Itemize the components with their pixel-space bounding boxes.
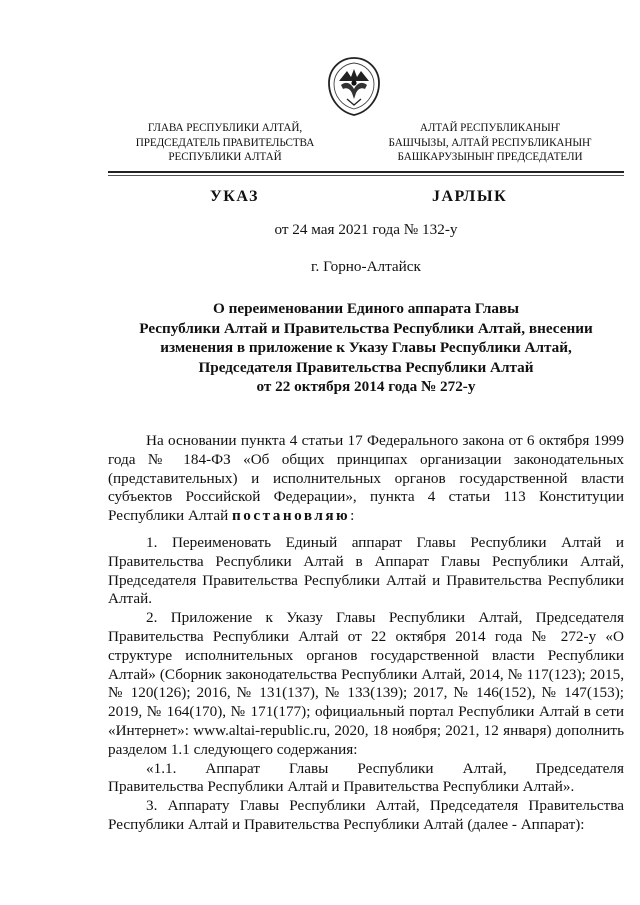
preamble-block <box>108 432 624 526</box>
item-2-quote-line-1: «1.1. Аппарат Главы Республики Алтай, Председателя <box>146 759 624 777</box>
header-right-alt <box>355 121 625 165</box>
header-divider-thin <box>108 175 624 176</box>
item-3-line-1: 3. Аппарату Главы Республики Алтай, Председателя Правительства <box>146 797 624 815</box>
subject-line: от 22 октября 2014 года № 272-у <box>256 378 476 396</box>
doc-type-ru: УКАЗ <box>210 188 259 205</box>
item-1: 1. Переименовать Единый аппарат Главы Республики Алтай и Правительства Республики Алтай в Аппарат Главы Республики Алтай, Председателя Правительства Республики Алтай и Правительства Республики Алтай. <box>108 534 624 608</box>
header-left-ru <box>110 121 340 165</box>
subject-line: Председателя Правительства Республики Алтай <box>198 358 534 376</box>
coat-of-arms-emblem <box>325 55 383 117</box>
preamble-text: На основании пункта 4 статьи 17 Федерального закона от 6 октября 1999 года № 184-ФЗ «Об общих принципах организации законодательных (представительных) и исполнительных органов государственной власти субъектов Российской Федерации», пункта 4 статьи 113 Конституции Республики Алтай <box>108 432 624 525</box>
subject-line: Республики Алтай и Правительства Республики Алтай, внесении <box>139 319 593 337</box>
header-divider-thick <box>108 171 624 173</box>
city-line: г. Горно-Алтайск <box>311 258 421 275</box>
date-line: от 24 мая 2021 года № 132-у <box>274 221 458 238</box>
header-right-line: БАШЧЫЗЫ, АЛТАЙ РЕСПУБЛИКАНЫҤ <box>388 136 592 149</box>
header-right-line: АЛТАЙ РЕСПУБЛИКАНЫҤ <box>419 122 561 134</box>
header-left-line: РЕСПУБЛИКИ АЛТАЙ <box>168 151 282 163</box>
preamble-paragraph <box>108 432 624 526</box>
item-2: 2. Приложение к Указу Главы Республики Алтай, Председателя Правительства Республики Алтай от 22 октября 2014 года № 272-у «О структуре исполнительных органов государственной власти Республики Алтай» (Сборник законодательства Республики Алтай, 2014, № 117(123); 2015, № 120(126); 2016, № 131(137), № 133(139); 2017, № 146(152), № 147(153); 2019, № 164(170), № 171(177); официальный портал Республики Алтай в сети «Интернет»: www.altai-republic.ru, 2020, 18 ноября; 2021, 12 января) дополнить разделом 1.1 следующего содержания: <box>108 609 624 758</box>
doc-type-alt: JАРЛЫК <box>432 188 508 205</box>
decree-items <box>108 534 624 835</box>
header-right-line: БАШКАРУЗЫНЫҤ ПРЕДСЕДАТЕЛИ <box>397 151 583 163</box>
header-left-line: ГЛАВА РЕСПУБЛИКИ АЛТАЙ, <box>147 122 303 134</box>
document-subject <box>108 299 624 397</box>
subject-line: изменения в приложение к Указу Главы Республики Алтай, <box>160 339 572 357</box>
decree-word: постановляю <box>232 507 351 525</box>
subject-line: О переименовании Единого аппарата Главы <box>212 300 520 317</box>
header-left-line: ПРЕДСЕДАТЕЛЬ ПРАВИТЕЛЬСТВА <box>135 136 315 149</box>
item-2-quote-line-2: Правительства Республики Алтай и Правительства Республики Алтай». <box>108 778 575 796</box>
item-3-line-2: Республики Алтай и Правительства Республики Алтай (далее - Аппарат): <box>108 815 585 833</box>
decree-colon: : <box>350 507 355 525</box>
